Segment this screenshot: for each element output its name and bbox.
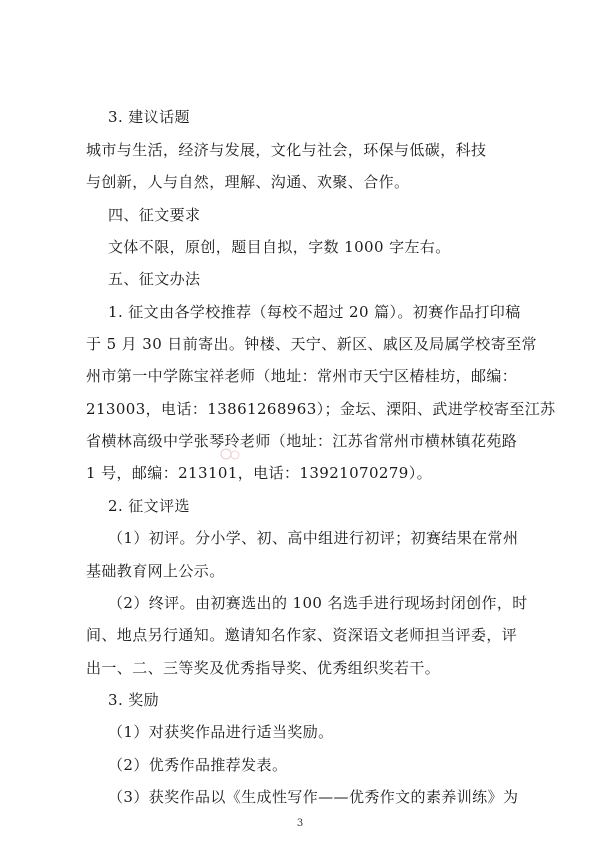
paragraph-line: 间、地点另行通知。邀请知名作家、资深语文老师担当评委，评 [86,626,518,644]
paragraph-line: （2）终评。由初赛选出的 100 名选手进行现场封闭创作，时 [108,594,528,612]
paragraph-line: 1 号，邮编：213101，电话：13921070279）。 [86,464,433,482]
paragraph-line: （2）优秀作品推荐发表。 [108,756,288,774]
paragraph-line: （1）对获奖作品进行适当奖励。 [108,723,334,741]
heading-awards: 3. 奖励 [108,691,160,709]
paragraph-line: 省横林高级中学张琴玲老师（地址：江苏省常州市横林镇花苑路 [86,432,518,450]
paragraph-line: 出一、二、三等奖及优秀指导奖、优秀组织奖若干。 [86,659,441,677]
paragraph-line: 与创新，人与自然，理解、沟通、欢聚、合作。 [86,173,410,191]
faint-stamp-mark [218,446,244,462]
heading-suggested-topics: 3. 建议话题 [108,108,190,126]
paragraph-line: 州市第一中学陈宝祥老师（地址：常州市天宁区椿桂坊，邮编： [86,367,518,385]
paragraph-line: （1）初评。分小学、初、高中组进行初评；初赛结果在常州 [108,529,519,547]
paragraph-line: （3）获奖作品以《生成性写作——优秀作文的素养训练》为 [108,788,519,806]
heading-selection: 2. 征文评选 [108,497,190,515]
section-heading-requirements: 四、征文要求 [108,206,201,224]
paragraph-line: 1. 征文由各学校推荐（每校不超过 20 篇）。初赛作品打印稿 [108,303,521,321]
paragraph-line: 于 5 月 30 日前寄出。钟楼、天宁、新区、戚区及局属学校寄至常 [86,335,537,353]
page-number: 3 [296,818,304,829]
paragraph-line: 基础教育网上公示。 [86,562,225,580]
paragraph-line: 文体不限，原创，题目自拟，字数 1000 字左右。 [108,238,451,256]
section-heading-methods: 五、征文办法 [108,270,201,288]
paragraph-line: 城市与生活，经济与发展，文化与社会，环保与低碳，科技 [86,141,487,159]
paragraph-line: 213003，电话：13861268963）；金坛、溧阳、武进学校寄至江苏 [86,400,556,418]
